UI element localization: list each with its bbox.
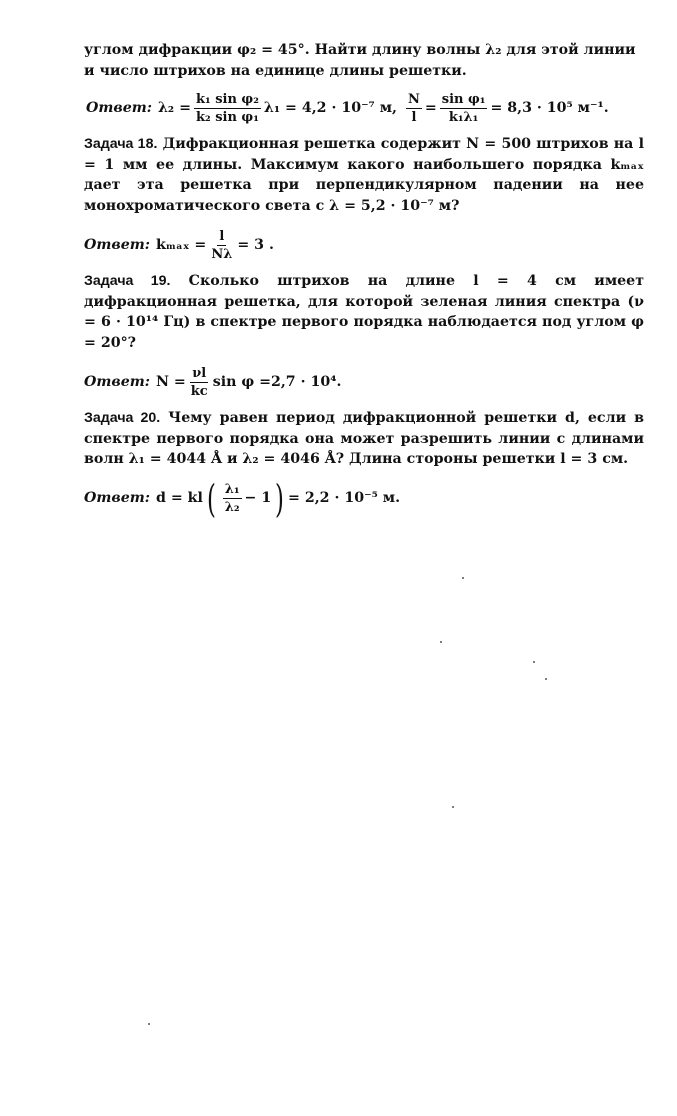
scan-speck — [462, 577, 464, 579]
answer-rhs: = 2,2 · 10⁻⁵ м. — [288, 490, 401, 507]
fraction-denominator: k₁λ₁ — [448, 110, 479, 125]
intro-line-1: углом дифракции φ₂ = 45°. Найти длину волны λ₂ для этой линии — [84, 42, 636, 58]
answer-label: Ответ: — [84, 490, 150, 507]
fraction-nul-over-kc — [189, 365, 210, 400]
answer-18 — [84, 228, 644, 263]
answer-17 — [86, 91, 644, 126]
fraction-numerator: λ₁ — [224, 482, 240, 497]
answer-lhs: kₘₐₓ = — [155, 237, 207, 254]
answer-label: Ответ: — [84, 374, 150, 391]
answer-19 — [84, 365, 644, 400]
fraction-n-over-l — [406, 91, 422, 126]
fraction-denominator: Nλ — [211, 247, 233, 262]
answer-rhs: = 8,3 · 10⁵ м⁻¹. — [490, 100, 609, 117]
left-parenthesis: ( — [206, 476, 216, 521]
fraction-numerator: k₁ sin φ₂ — [195, 92, 259, 107]
task-heading: Задача 20. — [84, 410, 161, 426]
scan-speck — [148, 1023, 150, 1025]
fraction-denominator: λ₂ — [224, 500, 240, 515]
fraction-l-over-nlambda — [209, 228, 234, 263]
answer-lhs: d = kl — [155, 490, 203, 507]
fraction-lambda-ratio — [223, 481, 242, 516]
scan-speck — [545, 678, 547, 680]
task-heading: Задача 19. — [84, 273, 171, 289]
task-18 — [84, 134, 644, 216]
task-text: Дифракционная решетка содержит N = 500 штрихов на l = 1 мм ее длины. Максимум какого наибольшего порядка kₘₐₓ дает эта решетка при перпендикулярном падении на нее монохроматического света с λ = 5,2 · 10⁻⁷ м? — [84, 136, 644, 214]
answer-20 — [84, 476, 644, 521]
fraction-k-sin — [194, 91, 261, 126]
fraction-numerator: l — [219, 229, 225, 244]
fraction-denominator: k₂ sin φ₁ — [195, 110, 259, 125]
answer-mid: λ₁ = 4,2 · 10⁻⁷ м, — [263, 100, 397, 117]
answer-equals: = — [424, 100, 437, 117]
page-content — [84, 40, 644, 526]
task-heading: Задача 18. — [84, 136, 158, 152]
intro-line-2: и число штрихов на единице длины решетки. — [84, 62, 467, 79]
scan-speck — [440, 641, 442, 643]
answer-label: Ответ: — [86, 100, 152, 117]
fraction-denominator: l — [411, 110, 417, 125]
fraction-numerator: νl — [192, 366, 207, 381]
scan-speck — [452, 806, 454, 808]
answer-rhs: = 3 . — [237, 237, 274, 254]
task-20 — [84, 408, 644, 470]
task-text: Чему равен период дифракционной решетки d, если в спектре первого порядка она может разрешить линии с длинами волн λ₁ = 4044 Å и λ₂ = 4046 Å? Длина стороны решетки l = 3 см. — [84, 410, 644, 467]
fraction-numerator: N — [407, 92, 420, 107]
task-text: Сколько штрихов на длине l = 4 см имеет дифракционная решетка, для которой зеленая линия спектра (ν = 6 · 10¹⁴ Гц) в спектре первого порядка наблюдается под углом φ = 20°? — [84, 273, 644, 351]
fraction-sin-over-kl — [440, 91, 488, 126]
task-19 — [84, 271, 644, 353]
answer-lhs: λ₂ = — [157, 100, 191, 117]
scan-speck — [533, 661, 535, 663]
answer-lhs: N = — [155, 374, 186, 391]
answer-label: Ответ: — [84, 237, 150, 254]
fraction-numerator: sin φ₁ — [441, 92, 486, 107]
fraction-denominator: kc — [190, 384, 208, 399]
answer-rhs: sin φ =2,7 · 10⁴. — [212, 374, 342, 391]
answer-inner: − 1 — [244, 490, 272, 507]
right-parenthesis: ) — [275, 476, 285, 521]
